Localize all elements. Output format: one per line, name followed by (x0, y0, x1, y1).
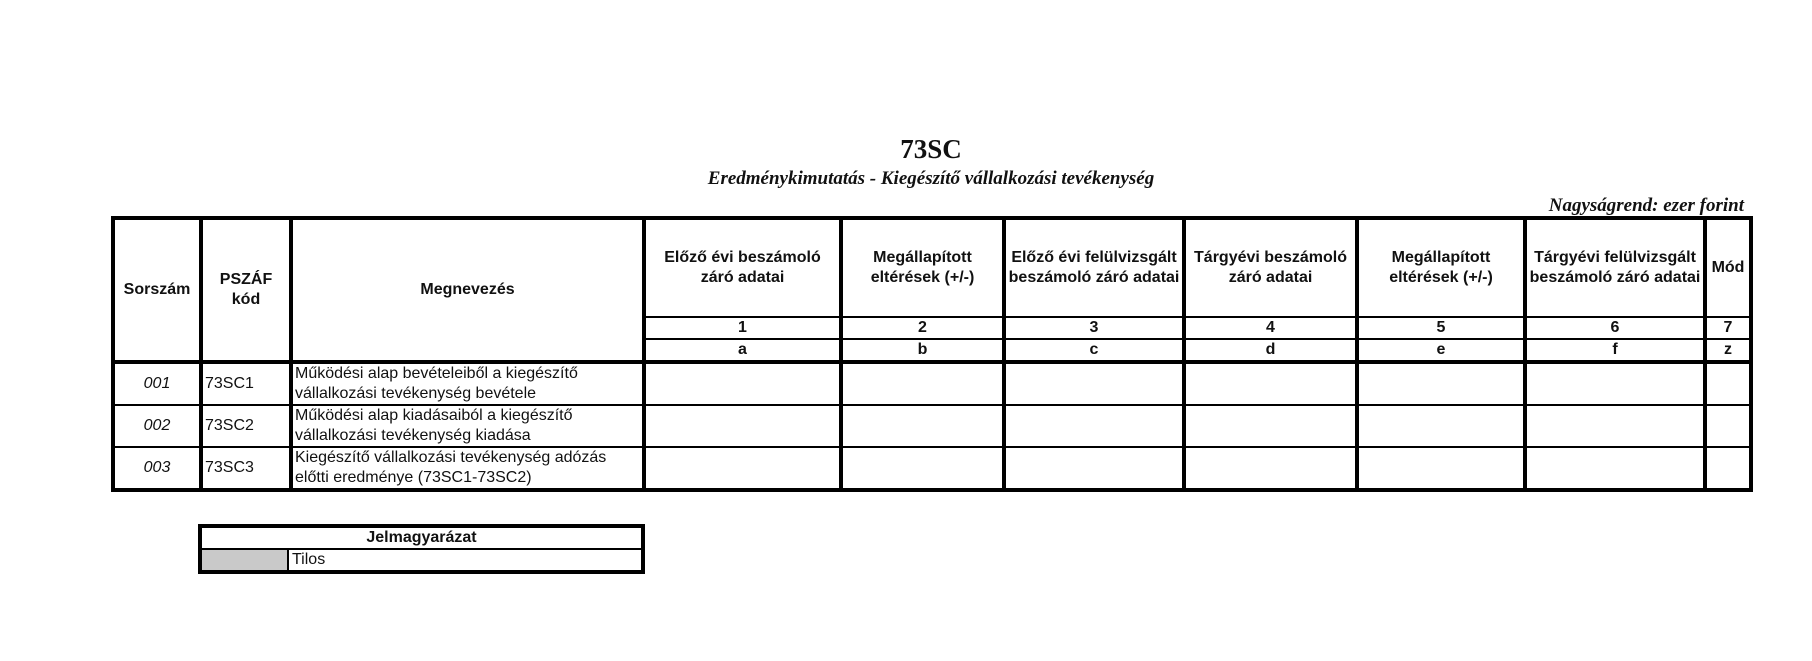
col-number-2: 2 (841, 317, 1004, 339)
col-number-7: 7 (1705, 317, 1751, 339)
col-letter-z: z (1705, 339, 1751, 362)
col-header-1: Előző évi beszámoló záró adatai (644, 218, 841, 317)
col-header-5: Megállapított eltérések (+/-) (1357, 218, 1525, 317)
row-seq: 003 (113, 447, 201, 490)
col-header-2: Megállapított eltérések (+/-) (841, 218, 1004, 317)
col-header-3: Előző évi felülvizsgált beszámoló záró adatai (1004, 218, 1184, 317)
value-cell-4[interactable] (1184, 405, 1357, 447)
value-cell-7[interactable] (1705, 362, 1751, 405)
col-number-4: 4 (1184, 317, 1357, 339)
col-header-code: PSZÁF kód (201, 218, 291, 362)
value-cell-4[interactable] (1184, 362, 1357, 405)
table-row (113, 447, 1751, 490)
value-cell-1[interactable] (644, 405, 841, 447)
unit-note: Nagyságrend: ezer forint (1548, 195, 1744, 216)
value-cell-1[interactable] (644, 447, 841, 490)
value-cell-3[interactable] (1004, 447, 1184, 490)
legend-title: Jelmagyarázat (200, 526, 643, 549)
value-cell-6[interactable] (1525, 405, 1705, 447)
col-letter-a: a (644, 339, 841, 362)
value-cell-2[interactable] (841, 405, 1004, 447)
col-header-4: Tárgyévi beszámoló záró adatai (1184, 218, 1357, 317)
col-header-name: Megnevezés (291, 218, 644, 362)
row-name: Működési alap kiadásaiból a kiegészítő vállalkozási tevékenység kiadása (291, 405, 644, 447)
value-cell-2[interactable] (841, 447, 1004, 490)
legend-label-forbidden: Tilos (288, 549, 643, 572)
value-cell-3[interactable] (1004, 405, 1184, 447)
report-table (111, 216, 1753, 492)
col-number-6: 6 (1525, 317, 1705, 339)
col-letter-d: d (1184, 339, 1357, 362)
col-letter-f: f (1525, 339, 1705, 362)
col-number-1: 1 (644, 317, 841, 339)
col-number-5: 5 (1357, 317, 1525, 339)
value-cell-7[interactable] (1705, 405, 1751, 447)
row-seq: 001 (113, 362, 201, 405)
value-cell-2[interactable] (841, 362, 1004, 405)
row-code: 73SC1 (201, 362, 291, 405)
value-cell-1[interactable] (644, 362, 841, 405)
value-cell-6[interactable] (1525, 362, 1705, 405)
value-cell-5[interactable] (1357, 362, 1525, 405)
value-cell-3[interactable] (1004, 362, 1184, 405)
table-row (113, 362, 1751, 405)
row-seq: 002 (113, 405, 201, 447)
report-code-title: 73SC (900, 134, 962, 164)
col-header-6: Tárgyévi felülvizsgált beszámoló záró adatai (1525, 218, 1705, 317)
value-cell-5[interactable] (1357, 405, 1525, 447)
col-header-seq: Sorszám (113, 218, 201, 362)
col-number-3: 3 (1004, 317, 1184, 339)
report-subtitle: Eredménykimutatás - Kiegészítő vállalkozási tevékenység (707, 168, 1155, 189)
row-code: 73SC2 (201, 405, 291, 447)
col-letter-c: c (1004, 339, 1184, 362)
col-letter-b: b (841, 339, 1004, 362)
value-cell-4[interactable] (1184, 447, 1357, 490)
value-cell-5[interactable] (1357, 447, 1525, 490)
col-header-7: Mód (1705, 218, 1751, 317)
value-cell-6[interactable] (1525, 447, 1705, 490)
row-code: 73SC3 (201, 447, 291, 490)
col-letter-e: e (1357, 339, 1525, 362)
row-name: Kiegészítő vállalkozási tevékenység adózás előtti eredménye (73SC1-73SC2) (291, 447, 644, 490)
legend-swatch-forbidden (200, 549, 288, 572)
row-name: Működési alap bevételeiből a kiegészítő vállalkozási tevékenység bevétele (291, 362, 644, 405)
legend-table (198, 524, 645, 574)
table-row (113, 405, 1751, 447)
value-cell-7[interactable] (1705, 447, 1751, 490)
